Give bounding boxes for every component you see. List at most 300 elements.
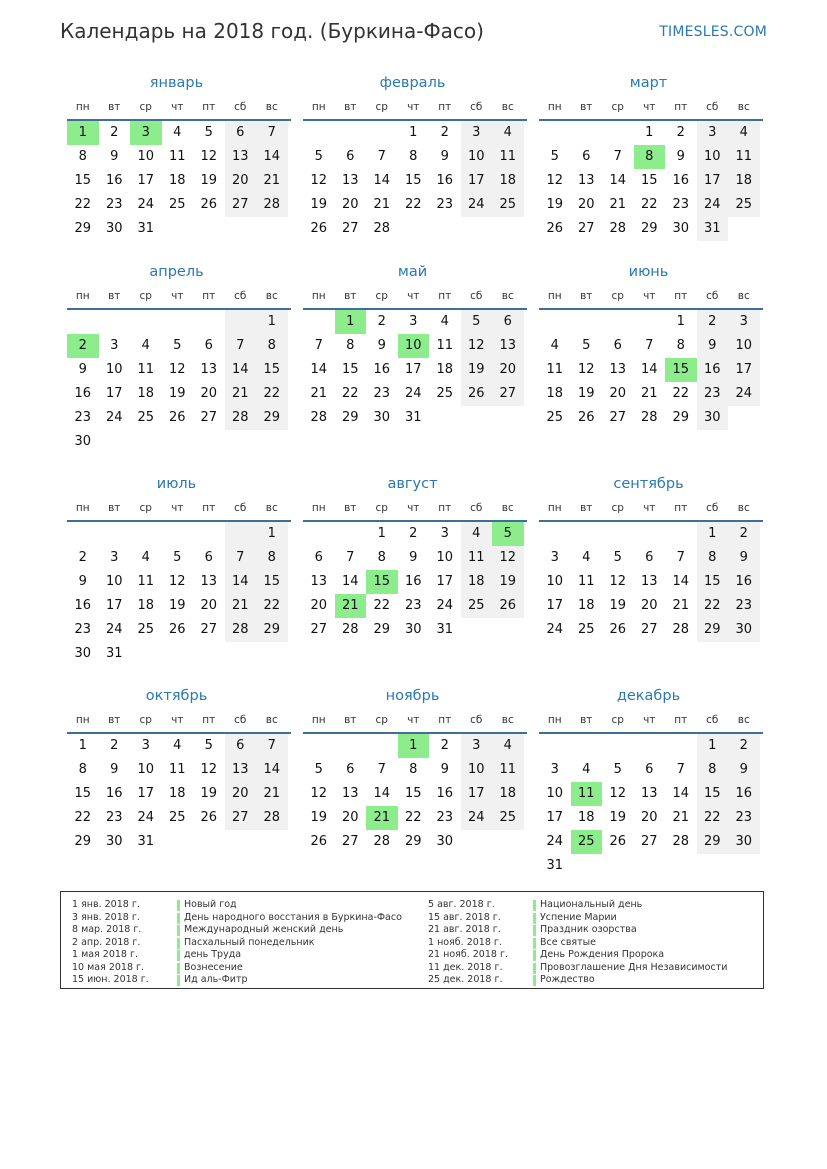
day-cell: 5 xyxy=(613,550,622,565)
weekday-label: чт xyxy=(643,290,656,302)
day-cell: 7 xyxy=(225,334,257,358)
weekday-label: сб xyxy=(234,714,247,726)
day-cell: 9 xyxy=(676,149,685,164)
legend-color-marker xyxy=(177,963,180,974)
day-cell: 4 xyxy=(141,550,150,565)
day-cell: 1 xyxy=(256,310,288,334)
weekday-label: сб xyxy=(470,502,483,514)
day-cell: 1 xyxy=(697,522,729,546)
day-cell: 29 xyxy=(74,834,92,849)
day-cell: 6 xyxy=(225,734,257,758)
day-cell: 27 xyxy=(200,410,218,425)
day-cell: 22 xyxy=(697,594,729,618)
day-cell: 12 xyxy=(310,786,328,801)
day-cell-empty xyxy=(335,734,367,758)
day-cell: 13 xyxy=(200,362,218,377)
day-cell: 13 xyxy=(640,574,658,589)
day-cell: 6 xyxy=(582,149,591,164)
day-cell: 9 xyxy=(377,338,386,353)
day-cell-empty xyxy=(193,522,225,546)
day-cell: 5 xyxy=(314,762,323,777)
day-cell: 3 xyxy=(550,550,559,565)
day-cell-holiday: 21 xyxy=(366,806,398,830)
day-cell: 9 xyxy=(440,762,449,777)
day-cell: 20 xyxy=(225,169,257,193)
day-cell-empty xyxy=(461,830,493,854)
day-cell: 16 xyxy=(436,173,454,188)
day-cell: 21 xyxy=(225,594,257,618)
day-cell-empty xyxy=(193,830,225,854)
day-cell-empty xyxy=(225,830,257,854)
day-cell: 7 xyxy=(676,550,685,565)
day-cell-empty xyxy=(602,734,634,758)
day-cell: 5 xyxy=(173,338,182,353)
day-cell: 17 xyxy=(697,169,729,193)
day-cell: 23 xyxy=(672,197,690,212)
legend-row xyxy=(428,899,727,912)
day-grid xyxy=(303,310,527,430)
day-cell: 3 xyxy=(697,121,729,145)
day-cell: 16 xyxy=(373,362,391,377)
weekday-label: вс xyxy=(737,290,750,302)
month-name: июль xyxy=(156,476,197,492)
day-cell-empty xyxy=(602,310,634,334)
day-cell: 28 xyxy=(256,193,288,217)
day-cell: 4 xyxy=(492,121,524,145)
day-cell: 1 xyxy=(645,125,654,140)
day-cell: 24 xyxy=(697,193,729,217)
day-cell-holiday: 2 xyxy=(67,334,99,358)
weekday-label: сб xyxy=(234,502,247,514)
day-cell: 17 xyxy=(728,358,760,382)
legend-column-right xyxy=(428,899,727,987)
day-cell: 8 xyxy=(697,758,729,782)
day-cell: 31 xyxy=(436,622,454,637)
weekday-label: вт xyxy=(580,502,593,514)
day-grid xyxy=(303,734,527,854)
day-cell: 27 xyxy=(200,622,218,637)
day-cell: 19 xyxy=(168,598,186,613)
weekday-label: вт xyxy=(580,714,593,726)
weekday-header xyxy=(67,96,291,121)
day-cell: 19 xyxy=(546,197,564,212)
day-cell-empty xyxy=(634,310,666,334)
day-cell: 16 xyxy=(728,782,760,806)
day-cell: 8 xyxy=(78,762,87,777)
weekday-header xyxy=(539,497,763,522)
weekday-label: вс xyxy=(265,714,278,726)
day-cell: 9 xyxy=(110,762,119,777)
day-cell: 26 xyxy=(609,622,627,637)
day-cell: 27 xyxy=(225,193,257,217)
day-grid xyxy=(539,522,763,642)
weekday-label: пт xyxy=(202,101,216,113)
legend-holiday-name: Рождество xyxy=(540,974,595,985)
day-cell: 13 xyxy=(341,786,359,801)
day-cell-empty xyxy=(162,310,194,334)
day-cell: 30 xyxy=(672,221,690,236)
month-name: июнь xyxy=(628,264,669,280)
legend-date: 1 мая 2018 г. xyxy=(72,949,138,960)
day-cell: 27 xyxy=(640,834,658,849)
day-cell: 4 xyxy=(173,125,182,140)
day-grid xyxy=(539,121,763,241)
day-cell: 1 xyxy=(256,522,288,546)
day-cell: 26 xyxy=(168,622,186,637)
day-cell: 12 xyxy=(310,173,328,188)
day-cell: 1 xyxy=(697,734,729,758)
weekday-label: сб xyxy=(234,101,247,113)
weekday-label: вс xyxy=(737,714,750,726)
day-cell: 12 xyxy=(492,546,524,570)
legend-date: 15 июн. 2018 г. xyxy=(72,974,149,985)
day-cell: 30 xyxy=(105,221,123,236)
day-cell: 16 xyxy=(105,786,123,801)
weekday-header xyxy=(67,709,291,734)
weekday-label: вс xyxy=(501,714,514,726)
day-cell-holiday: 15 xyxy=(665,358,697,382)
day-cell: 5 xyxy=(204,738,213,753)
weekday-label: ср xyxy=(139,714,152,726)
weekday-label: сб xyxy=(470,101,483,113)
day-cell: 21 xyxy=(672,810,690,825)
day-cell: 12 xyxy=(168,574,186,589)
day-cell: 22 xyxy=(256,594,288,618)
day-cell: 21 xyxy=(640,386,658,401)
day-cell: 28 xyxy=(341,622,359,637)
day-cell: 10 xyxy=(436,550,454,565)
month-12 xyxy=(539,685,763,878)
day-cell-empty xyxy=(130,522,162,546)
day-cell: 12 xyxy=(546,173,564,188)
day-cell-empty xyxy=(303,121,335,145)
day-cell: 30 xyxy=(728,618,760,642)
weekday-header xyxy=(539,96,763,121)
day-cell: 7 xyxy=(256,121,288,145)
day-cell-empty xyxy=(225,522,257,546)
day-cell: 22 xyxy=(697,806,729,830)
day-cell-empty xyxy=(602,522,634,546)
day-cell-empty xyxy=(162,217,194,241)
weekday-label: вт xyxy=(580,101,593,113)
legend-color-marker xyxy=(177,913,180,924)
day-cell: 8 xyxy=(377,550,386,565)
day-cell: 1 xyxy=(676,314,685,329)
legend-row xyxy=(72,974,402,987)
day-cell: 25 xyxy=(137,622,155,637)
day-cell-holiday: 11 xyxy=(571,782,603,806)
day-cell-holiday: 1 xyxy=(335,310,367,334)
legend-color-marker xyxy=(533,900,536,911)
day-cell: 23 xyxy=(436,810,454,825)
day-cell: 31 xyxy=(137,834,155,849)
day-cell-empty xyxy=(162,642,194,666)
month-10 xyxy=(67,685,291,854)
weekday-label: чт xyxy=(643,101,656,113)
day-cell: 11 xyxy=(728,145,760,169)
day-cell-empty xyxy=(366,734,398,758)
day-cell: 5 xyxy=(582,338,591,353)
weekday-label: пт xyxy=(202,714,216,726)
day-cell: 3 xyxy=(550,762,559,777)
day-cell: 4 xyxy=(582,762,591,777)
day-cell: 28 xyxy=(256,806,288,830)
day-cell: 18 xyxy=(577,598,595,613)
day-cell: 17 xyxy=(105,386,123,401)
day-cell: 14 xyxy=(310,362,328,377)
day-cell: 27 xyxy=(492,382,524,406)
day-cell: 2 xyxy=(110,125,119,140)
day-cell: 20 xyxy=(341,197,359,212)
day-cell: 19 xyxy=(577,386,595,401)
weekday-label: сб xyxy=(706,101,719,113)
weekday-label: пн xyxy=(547,502,562,514)
legend-row xyxy=(72,937,402,950)
day-cell: 20 xyxy=(200,598,218,613)
day-cell: 23 xyxy=(404,598,422,613)
day-cell: 28 xyxy=(672,622,690,637)
day-cell: 25 xyxy=(577,622,595,637)
day-cell: 16 xyxy=(404,574,422,589)
day-cell: 21 xyxy=(672,598,690,613)
day-cell: 23 xyxy=(74,622,92,637)
day-cell: 23 xyxy=(105,197,123,212)
day-cell-empty xyxy=(366,121,398,145)
day-cell-empty xyxy=(665,734,697,758)
day-cell: 7 xyxy=(225,546,257,570)
legend-color-marker xyxy=(533,925,536,936)
day-cell: 12 xyxy=(577,362,595,377)
day-cell: 22 xyxy=(640,197,658,212)
legend-holiday-name: Международный женский день xyxy=(184,924,344,935)
day-cell: 5 xyxy=(613,762,622,777)
day-cell: 13 xyxy=(200,574,218,589)
day-cell-empty xyxy=(429,217,461,241)
weekday-label: вт xyxy=(344,714,357,726)
day-cell: 1 xyxy=(409,125,418,140)
month-2 xyxy=(303,72,527,241)
day-cell: 13 xyxy=(492,334,524,358)
day-cell: 3 xyxy=(728,310,760,334)
day-cell: 22 xyxy=(256,382,288,406)
legend-holiday-name: Новый год xyxy=(184,899,237,910)
legend-date: 15 авг. 2018 г. xyxy=(428,911,501,923)
day-cell-empty xyxy=(728,406,760,430)
legend-holiday-name: Ид аль-Фитр xyxy=(184,974,248,985)
legend-holiday-name: День Рождения Пророка xyxy=(540,949,665,960)
day-cell: 25 xyxy=(546,410,564,425)
day-cell: 6 xyxy=(346,149,355,164)
weekday-label: сб xyxy=(470,290,483,302)
day-cell-empty xyxy=(193,430,225,454)
weekday-label: пн xyxy=(311,101,326,113)
day-cell: 29 xyxy=(256,618,288,642)
day-cell: 20 xyxy=(577,197,595,212)
day-cell-empty xyxy=(335,121,367,145)
month-name: март xyxy=(629,75,668,91)
weekday-label: вс xyxy=(265,101,278,113)
day-cell: 16 xyxy=(74,598,92,613)
day-cell: 19 xyxy=(461,358,493,382)
month-name: сентябрь xyxy=(613,476,684,492)
day-grid xyxy=(67,310,291,454)
day-cell: 5 xyxy=(173,550,182,565)
legend-row xyxy=(72,962,402,975)
day-cell: 20 xyxy=(640,598,658,613)
day-cell-empty xyxy=(130,642,162,666)
day-cell: 14 xyxy=(256,145,288,169)
weekday-label: вт xyxy=(108,502,121,514)
day-cell: 6 xyxy=(204,550,213,565)
day-cell: 8 xyxy=(676,338,685,353)
day-cell: 15 xyxy=(404,173,422,188)
day-grid xyxy=(539,310,763,430)
month-name: май xyxy=(397,264,428,280)
day-cell: 23 xyxy=(728,806,760,830)
day-cell: 17 xyxy=(137,786,155,801)
day-cell: 23 xyxy=(74,410,92,425)
day-cell: 17 xyxy=(461,169,493,193)
day-cell: 25 xyxy=(168,810,186,825)
legend-color-marker xyxy=(177,900,180,911)
day-cell: 15 xyxy=(74,173,92,188)
day-cell: 11 xyxy=(492,758,524,782)
day-cell: 8 xyxy=(346,338,355,353)
day-cell: 14 xyxy=(672,786,690,801)
day-cell: 28 xyxy=(373,834,391,849)
day-cell: 11 xyxy=(577,574,595,589)
day-cell: 6 xyxy=(346,762,355,777)
day-cell: 11 xyxy=(436,338,454,353)
day-cell: 29 xyxy=(672,410,690,425)
day-cell-empty xyxy=(539,121,571,145)
holiday-legend xyxy=(60,891,764,989)
day-cell: 26 xyxy=(310,834,328,849)
day-cell: 30 xyxy=(74,646,92,661)
day-cell-holiday: 10 xyxy=(398,334,430,358)
weekday-label: чт xyxy=(407,290,420,302)
day-cell-empty xyxy=(697,854,729,878)
legend-holiday-name: Все святые xyxy=(540,936,597,948)
month-4 xyxy=(67,261,291,454)
weekday-label: сб xyxy=(470,714,483,726)
weekday-label: ср xyxy=(611,502,624,514)
day-cell: 5 xyxy=(314,149,323,164)
weekday-label: пн xyxy=(75,290,90,302)
day-cell: 14 xyxy=(341,574,359,589)
day-cell: 20 xyxy=(310,598,328,613)
day-cell: 15 xyxy=(256,570,288,594)
day-cell-empty xyxy=(193,310,225,334)
day-cell-empty xyxy=(728,854,760,878)
day-cell: 23 xyxy=(697,382,729,406)
legend-holiday-name: день Труда xyxy=(184,949,242,960)
month-name: октябрь xyxy=(145,688,208,704)
day-cell-empty xyxy=(256,830,288,854)
month-11 xyxy=(303,685,527,854)
legend-date: 8 мар. 2018 г. xyxy=(72,924,142,935)
day-cell: 4 xyxy=(492,734,524,758)
day-cell: 6 xyxy=(314,550,323,565)
day-cell: 25 xyxy=(492,193,524,217)
weekday-label: пт xyxy=(202,290,216,302)
day-cell: 7 xyxy=(613,149,622,164)
legend-date: 5 авг. 2018 г. xyxy=(428,899,495,910)
day-cell: 9 xyxy=(697,334,729,358)
legend-row xyxy=(72,924,402,937)
weekday-label: ср xyxy=(139,101,152,113)
day-cell: 7 xyxy=(346,550,355,565)
day-cell: 8 xyxy=(78,149,87,164)
legend-date: 3 янв. 2018 г. xyxy=(72,911,140,923)
weekday-label: чт xyxy=(171,502,184,514)
weekday-label: ср xyxy=(611,714,624,726)
day-cell: 31 xyxy=(137,221,155,236)
day-cell: 6 xyxy=(204,338,213,353)
day-cell: 22 xyxy=(74,810,92,825)
day-cell: 26 xyxy=(168,410,186,425)
day-cell: 28 xyxy=(225,618,257,642)
weekday-label: сб xyxy=(706,714,719,726)
day-cell: 26 xyxy=(577,410,595,425)
weekday-label: чт xyxy=(171,101,184,113)
legend-color-marker xyxy=(533,950,536,961)
day-cell: 8 xyxy=(697,546,729,570)
day-cell: 6 xyxy=(225,121,257,145)
day-cell-empty xyxy=(256,430,288,454)
day-cell: 12 xyxy=(200,762,218,777)
day-grid xyxy=(303,121,527,241)
day-cell: 10 xyxy=(137,762,155,777)
weekday-label: пн xyxy=(311,290,326,302)
legend-row xyxy=(428,974,727,987)
day-cell-empty xyxy=(634,854,666,878)
day-cell-holiday: 21 xyxy=(335,594,367,618)
day-cell: 19 xyxy=(609,598,627,613)
weekday-label: сб xyxy=(706,502,719,514)
site-logo[interactable]: TIMESLES.COM xyxy=(659,24,767,40)
day-cell: 20 xyxy=(225,782,257,806)
day-cell: 9 xyxy=(78,362,87,377)
day-cell-empty xyxy=(225,430,257,454)
day-cell: 25 xyxy=(728,193,760,217)
day-cell: 17 xyxy=(461,782,493,806)
day-cell: 13 xyxy=(609,362,627,377)
weekday-label: чт xyxy=(643,502,656,514)
day-cell-empty xyxy=(193,217,225,241)
month-name: август xyxy=(387,476,438,492)
weekday-label: вт xyxy=(344,101,357,113)
legend-color-marker xyxy=(533,913,536,924)
day-cell: 30 xyxy=(105,834,123,849)
day-cell: 7 xyxy=(377,762,386,777)
day-cell: 13 xyxy=(225,145,257,169)
day-cell: 18 xyxy=(728,169,760,193)
weekday-label: пн xyxy=(75,502,90,514)
day-cell-empty xyxy=(602,854,634,878)
day-cell: 14 xyxy=(609,173,627,188)
day-cell: 29 xyxy=(697,830,729,854)
weekday-label: пн xyxy=(547,714,562,726)
weekday-label: ср xyxy=(375,101,388,113)
day-cell: 7 xyxy=(676,762,685,777)
day-cell: 17 xyxy=(436,574,454,589)
day-cell: 4 xyxy=(141,338,150,353)
weekday-header xyxy=(303,285,527,310)
day-cell-empty xyxy=(634,734,666,758)
day-cell: 21 xyxy=(609,197,627,212)
weekday-label: пт xyxy=(674,290,688,302)
